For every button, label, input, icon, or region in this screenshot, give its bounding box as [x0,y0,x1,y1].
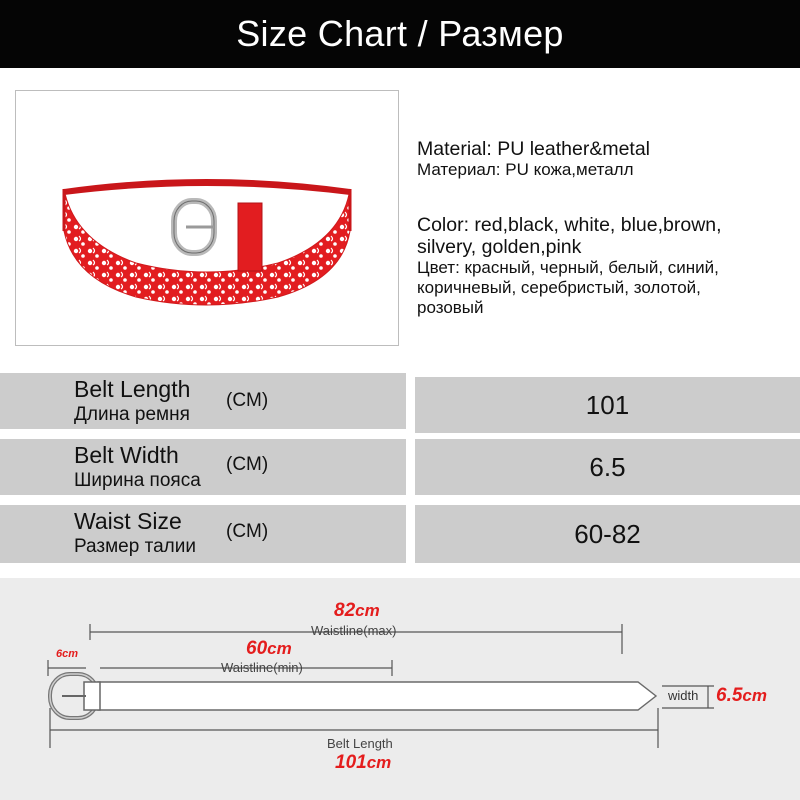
material-en: Material: PU leather&metal [417,138,651,160]
belt-length-value: 101 [335,752,367,773]
table-row [0,505,406,563]
belt-length-unit: cm [366,753,392,772]
belt-length-label: Belt Length [327,736,393,751]
table-row [0,439,406,495]
product-specs [417,138,797,318]
waist-max-value: 82 [334,600,356,621]
row-unit: (CM) [226,521,269,542]
color-en-line2: silvery, golden,pink [417,236,582,258]
page-header [0,0,800,68]
row-value: 6.5 [415,439,800,495]
hole-distance-value: 6 [56,648,63,660]
page-title: Size Chart / Размер [236,13,564,54]
waist-min-label: Waistline(min) [221,660,303,675]
waist-min-unit: cm [267,639,292,658]
row-unit: (CM) [226,390,269,411]
belt-diagram [0,578,800,800]
waist-max-label: Waistline(max) [311,623,397,638]
row-label-ru: Ширина пояса [74,470,201,491]
color-ru-line2: коричневый, серебристый, золотой, [417,278,701,297]
color-ru-line1: Цвет: красный, черный, белый, синий, [417,258,719,277]
row-label-ru: Длина ремня [74,404,190,425]
row-value: 101 [415,377,800,433]
row-unit: (CM) [226,454,269,475]
table-row [0,373,406,429]
row-label-ru: Размер талии [74,536,196,557]
width-value: 6.5 [716,685,743,706]
width-label: width [668,688,699,703]
row-label-en: Belt Length [74,376,191,402]
color-en-line1: Color: red,black, white, blue,brown, [417,214,722,236]
material-ru: Материал: PU кожа,металл [417,160,634,179]
waist-max-unit: cm [355,601,380,620]
row-label-en: Belt Width [74,442,179,468]
belt-outline [98,682,656,710]
color-ru-line3: розовый [417,298,484,317]
hole-distance-unit: cm [62,648,79,660]
product-photo [15,90,399,346]
row-label-en: Waist Size [74,508,182,534]
width-unit: cm [742,686,767,705]
row-value: 60-82 [415,505,800,563]
belt-image [16,91,398,345]
waist-min-value: 60 [246,638,268,659]
